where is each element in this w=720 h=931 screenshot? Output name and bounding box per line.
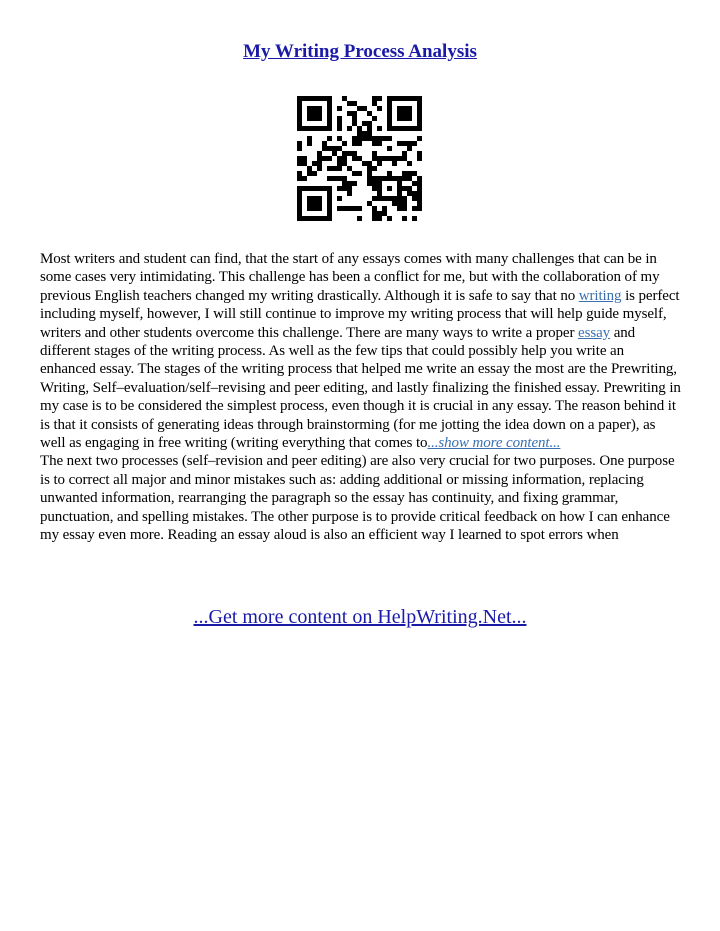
paragraph-1-text-b: is perfect including myself, however, I will still continue to improve my writing process that will help guide myself, writers and other students overcome this challenge. There are many ways to write a proper [40,287,680,341]
paragraph-1-text-c: and different stages of the writing process. As well as the few tips that could possibly help you write an enhanced essay. The stages of the writing process that helped me write an essay the most are the Prewriting, Writing, Self–evaluation/self–revising and peer editing, and lastly finalizing the finished essay. Prewriting in my case is to be considered the simplest process, even though it is crucial in any essay. The reason behind it is that it consists of generating ideas through brainstorming (for me jotting the idea down on a paper), as well as engaging in free writing (writing everything that comes to [40,324,681,452]
paragraph-1 [40,250,682,452]
paragraph-2: The next two processes (self–revision and peer editing) are also very crucial for two purposes. One purpose is to correct all major and minor mistakes such as: adding additional or missing information, replacing unwanted information, rearranging the paragraph so the essay has continuity, and fixing grammar, punctuation, and spelling mistakes. The other purpose is to provide critical feedback on how I can enhance my essay even more. Reading an essay aloud is also an efficient way I learned to spot errors when [40,453,675,544]
writing-link[interactable]: writing [578,287,622,304]
qr-code-icon [297,96,422,221]
essay-link[interactable]: essay [578,324,611,341]
get-more-content-link[interactable]: ...Get more content on HelpWriting.Net... [193,606,527,628]
paragraph-1-text-a: Most writers and student can find, that the start of any essays comes with many challenges that can be in some cases very intimidating. This challenge has been a conflict for me, but with the collaboration of my previous English teachers changed my writing drastically. Although it is safe to say that no [40,251,660,304]
essay-body [40,250,682,545]
show-more-link[interactable]: ...show more content... [427,435,561,452]
document-title[interactable]: My Writing Process Analysis [243,41,477,62]
